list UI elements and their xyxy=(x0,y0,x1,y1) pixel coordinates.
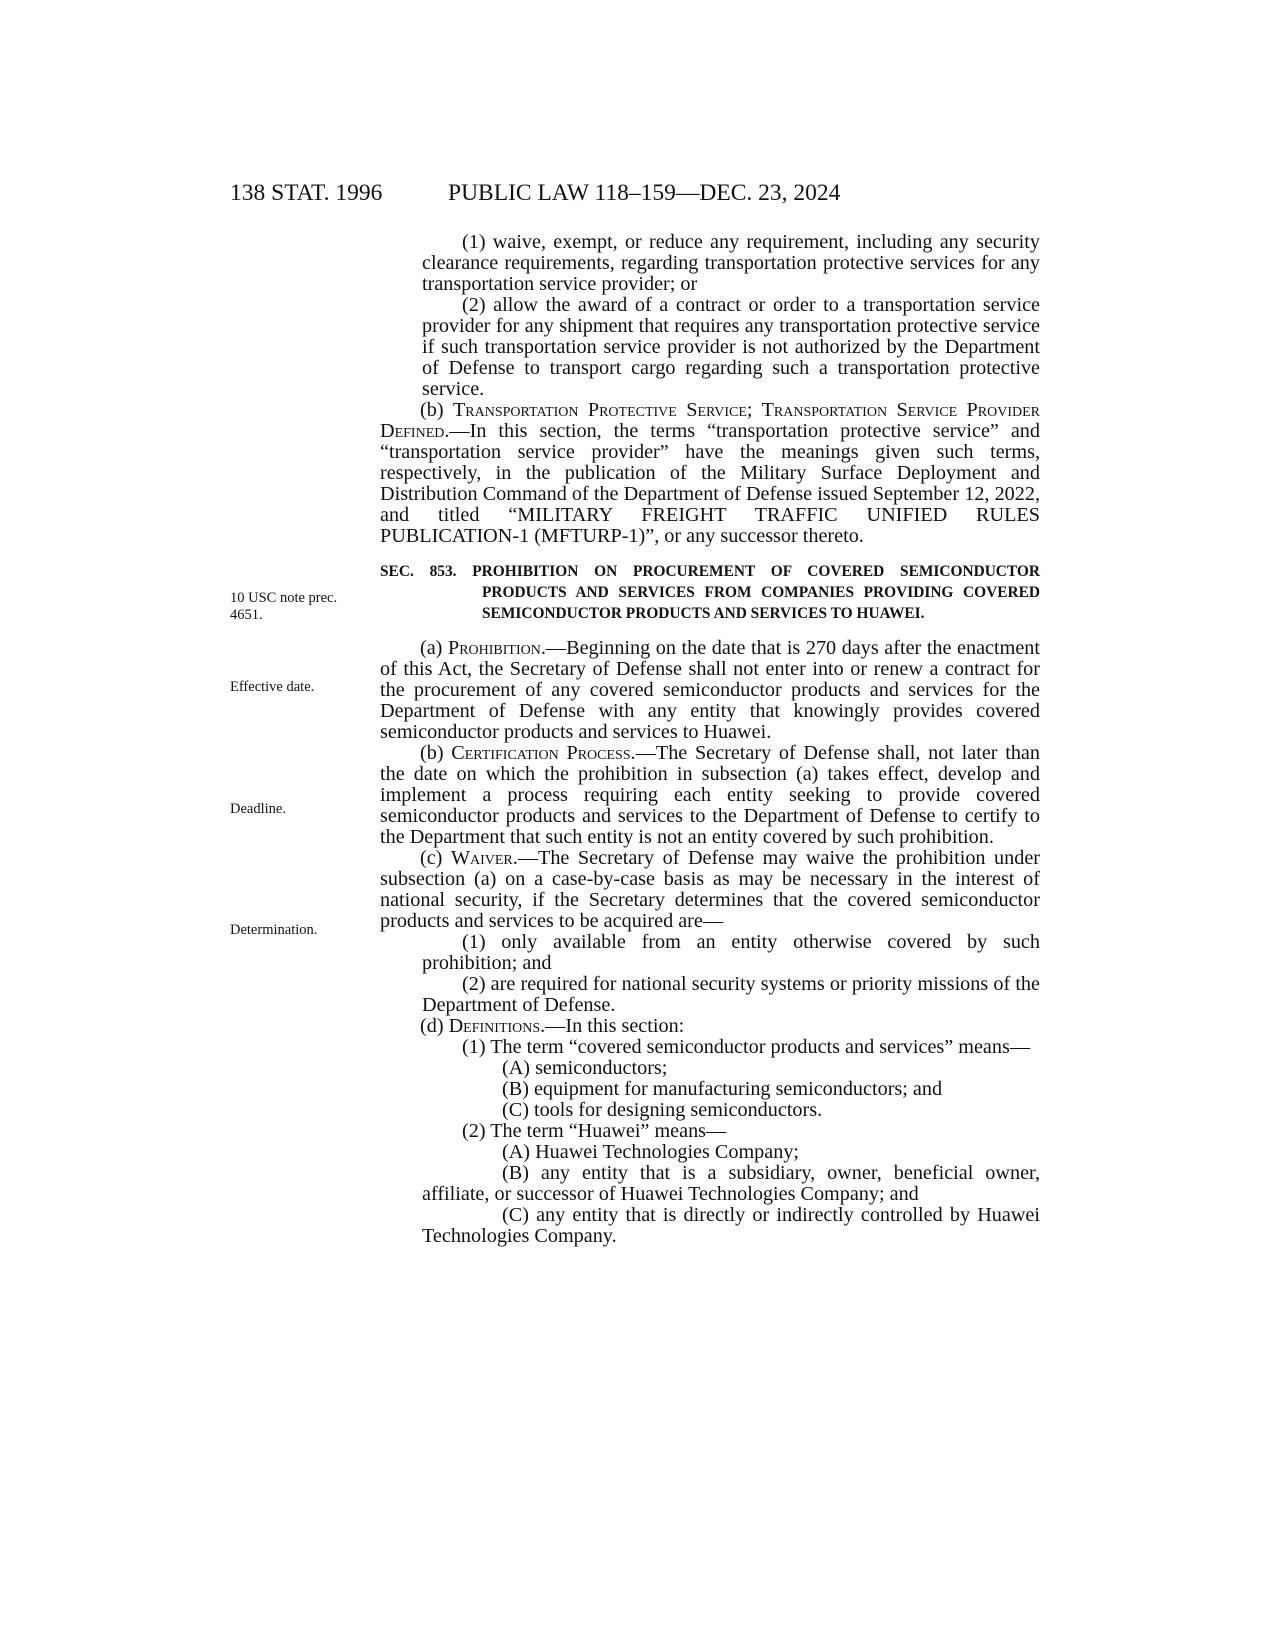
subsection-heading: Definitions. xyxy=(448,1015,546,1037)
definition-2-huawei: (2) The term “Huawei” means— xyxy=(462,1120,727,1142)
section-heading: SEC. 853. PROHIBITION ON PROCUREMENT OF COVERED SEMICONDUCTOR PRODUCTS AND SERVICES FROM COMPANIES PROVIDING COVERED SEMICONDUCTOR PRODUCTS AND SERVICES TO HUAWEI. xyxy=(380,563,1040,622)
paragraph-2-allow-award: (2) allow the award of a contract or order to a transportation service provider for any shipment that requires any transportation protective service if such transportation service provider is not authorized by the Department of Defense to transport cargo regarding such a transportation protective service. xyxy=(422,294,1040,400)
subsection-c-waiver xyxy=(380,848,1040,932)
definition-2-item-b: (B) any entity that is a subsidiary, owner, beneficial owner, affiliate, or successor of Huawei Technologies Company; and xyxy=(422,1162,1040,1205)
subsection-text: —The Secretary of Defense shall, not later than the date on which the prohibition in subsection (a) takes effect, develop and implement a process requiring each entity seeking to provide covered semiconductor products and services to the Department of Defense to certify to the Department that such entity is not an entity covered by such prohibition. xyxy=(380,742,1040,848)
definition-2-item-c: (C) any entity that is directly or indirectly controlled by Huawei Technologies Company. xyxy=(422,1204,1040,1247)
margin-note-deadline: Deadline. xyxy=(230,801,286,817)
definition-1-item-c: (C) tools for designing semiconductors. xyxy=(502,1099,823,1121)
waiver-condition-2: (2) are required for national security systems or priority missions of the Department of Defense. xyxy=(422,973,1040,1016)
running-header: PUBLIC LAW 118–159—DEC. 23, 2024 xyxy=(448,180,841,206)
subsection-label: (a) xyxy=(420,637,448,659)
subsection-heading: Transportation Protective Service; Transportation Service Provider Defined. xyxy=(380,399,1040,442)
subsection-label: (d) xyxy=(420,1015,449,1037)
subsection-a-prohibition xyxy=(380,638,1040,743)
subsection-label: (c) xyxy=(420,847,451,869)
subsection-text: —The Secretary of Defense may waive the prohibition under subsection (a) on a case-by-case basis as may be necessary in the interest of national security, if the Secretary determines that the covered semiconductor products and services to be acquired are— xyxy=(380,847,1041,932)
subsection-b-definitions-tps xyxy=(380,400,1040,547)
subsection-b-certification xyxy=(380,743,1040,848)
subsection-text: —Beginning on the date that is 270 days after the enactment of this Act, the Secretary of Defense shall not enter into or renew a contract for the procurement of any covered semiconductor products and services for the Department of Defense with any entity that knowingly provides covered semiconductor products and services to Huawei. xyxy=(380,637,1040,743)
subsection-label: (b) xyxy=(420,399,453,421)
definition-1-item-b: (B) equipment for manufacturing semiconductors; and xyxy=(502,1078,943,1100)
definition-2-item-a: (A) Huawei Technologies Company; xyxy=(502,1141,800,1163)
subsection-text: —In this section: xyxy=(545,1015,685,1037)
definition-1-covered-products: (1) The term “covered semiconductor products and services” means— xyxy=(462,1036,1031,1058)
margin-note-usc: 10 USC note prec. 4651. xyxy=(230,590,338,623)
subsection-heading: Prohibition. xyxy=(447,637,546,659)
subsection-text: —In this section, the terms “transportation protective service” and “transportation service provider” have the meanings given such terms, respectively, in the publication of the Military Surface Deployment and Distribution Command of the Department of Defense issued September 12, 2022, and titled “MILITARY FREIGHT TRAFFIC UNIFIED RULES PUBLICATION-1 (MFTURP-1)”, or any successor thereto. xyxy=(380,420,1040,547)
margin-note-determination: Determination. xyxy=(230,922,318,938)
waiver-condition-1: (1) only available from an entity otherwise covered by such prohibition; and xyxy=(422,931,1040,974)
document-body xyxy=(380,232,1040,1247)
subsection-label: (b) xyxy=(420,742,452,764)
subsection-heading: Waiver. xyxy=(450,847,518,869)
definition-1-item-a: (A) semiconductors; xyxy=(502,1057,668,1079)
page-statute-number: 138 STAT. 1996 xyxy=(230,180,383,206)
margin-note-effective-date: Effective date. xyxy=(230,679,315,695)
subsection-heading: Certification Process. xyxy=(451,742,636,764)
paragraph-1-waive: (1) waive, exempt, or reduce any requirement, including any security clearance requirements, regarding transportation protective services for any transportation service provider; or xyxy=(422,231,1040,295)
subsection-d-definitions xyxy=(380,1016,1040,1037)
